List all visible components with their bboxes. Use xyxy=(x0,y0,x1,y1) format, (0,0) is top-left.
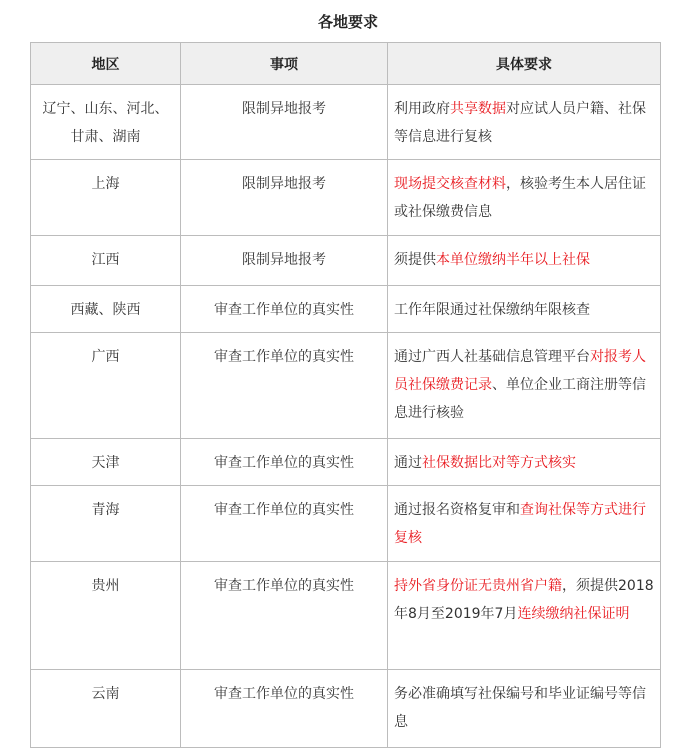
cell-region: 辽宁、山东、河北、甘肃、湖南 xyxy=(31,85,181,160)
highlighted-text: 对报考人员社保缴费记录 xyxy=(394,349,646,393)
page-title: 各地要求 xyxy=(317,13,378,31)
requirements-table xyxy=(30,42,661,748)
table-row xyxy=(31,160,661,236)
cell-detail xyxy=(388,160,661,236)
cell-detail xyxy=(388,85,661,160)
highlighted-text: 持外省身份证无贵州省户籍 xyxy=(394,578,562,594)
cell-detail xyxy=(388,562,661,670)
cell-region: 天津 xyxy=(31,439,181,486)
cell-matter: 审查工作单位的真实性 xyxy=(181,286,388,333)
cell-matter: 限制异地报考 xyxy=(181,160,388,236)
detail-text: 须提供 xyxy=(394,252,436,268)
table-row xyxy=(31,85,661,160)
cell-matter: 审查工作单位的真实性 xyxy=(181,670,388,748)
table-row xyxy=(31,439,661,486)
detail-text: 通过广西人社基础信息管理平台 xyxy=(394,349,590,365)
cell-detail xyxy=(388,670,661,748)
highlighted-text: 现场提交核查材料 xyxy=(394,176,506,192)
detail-text: 通过报名资格复审和 xyxy=(394,502,520,518)
highlighted-text: 社保数据比对等方式核实 xyxy=(422,455,576,471)
cell-region: 广西 xyxy=(31,333,181,439)
cell-region: 西藏、陕西 xyxy=(31,286,181,333)
table-body xyxy=(31,85,661,748)
detail-text: 务必准确填写社保编号和毕业证编号等信息 xyxy=(394,686,646,730)
cell-region: 江西 xyxy=(31,236,181,286)
detail-text: ，核验考生本人居住证或社保缴费信息 xyxy=(394,176,646,220)
detail-text: 、单位企业工商注册等信息进行核验 xyxy=(394,377,646,421)
header-region: 地区 xyxy=(31,43,181,85)
cell-detail xyxy=(388,333,661,439)
cell-detail xyxy=(388,286,661,333)
highlighted-text: 本单位缴纳半年以上社保 xyxy=(436,252,590,268)
cell-region: 贵州 xyxy=(31,562,181,670)
header-detail: 具体要求 xyxy=(388,43,661,85)
table-header-row xyxy=(31,43,661,85)
detail-text: 对应试人员户籍、社保等信息进行复核 xyxy=(394,101,646,145)
table-row xyxy=(31,286,661,333)
highlighted-text: 查询社保等方式进行复核 xyxy=(394,502,646,546)
cell-detail xyxy=(388,439,661,486)
cell-matter: 限制异地报考 xyxy=(181,236,388,286)
table-row xyxy=(31,486,661,562)
cell-matter: 审查工作单位的真实性 xyxy=(181,333,388,439)
detail-text: 利用政府 xyxy=(394,101,450,117)
cell-matter: 限制异地报考 xyxy=(181,85,388,160)
cell-region: 云南 xyxy=(31,670,181,748)
header-matter: 事项 xyxy=(181,43,388,85)
detail-text: 工作年限通过社保缴纳年限核查 xyxy=(394,302,590,318)
table-row xyxy=(31,562,661,670)
highlighted-text: 连续缴纳社保证明 xyxy=(517,606,630,622)
highlighted-text: 共享数据 xyxy=(450,101,506,117)
table-row xyxy=(31,333,661,439)
cell-region: 上海 xyxy=(31,160,181,236)
table-row xyxy=(31,670,661,748)
cell-detail xyxy=(388,486,661,562)
detail-text: ，须提供2018年8月至2019年7月 xyxy=(394,578,654,622)
cell-detail xyxy=(388,236,661,286)
cell-matter: 审查工作单位的真实性 xyxy=(181,486,388,562)
cell-matter: 审查工作单位的真实性 xyxy=(181,562,388,670)
detail-text: 通过 xyxy=(394,455,422,471)
cell-matter: 审查工作单位的真实性 xyxy=(181,439,388,486)
cell-region: 青海 xyxy=(31,486,181,562)
table-row xyxy=(31,236,661,286)
